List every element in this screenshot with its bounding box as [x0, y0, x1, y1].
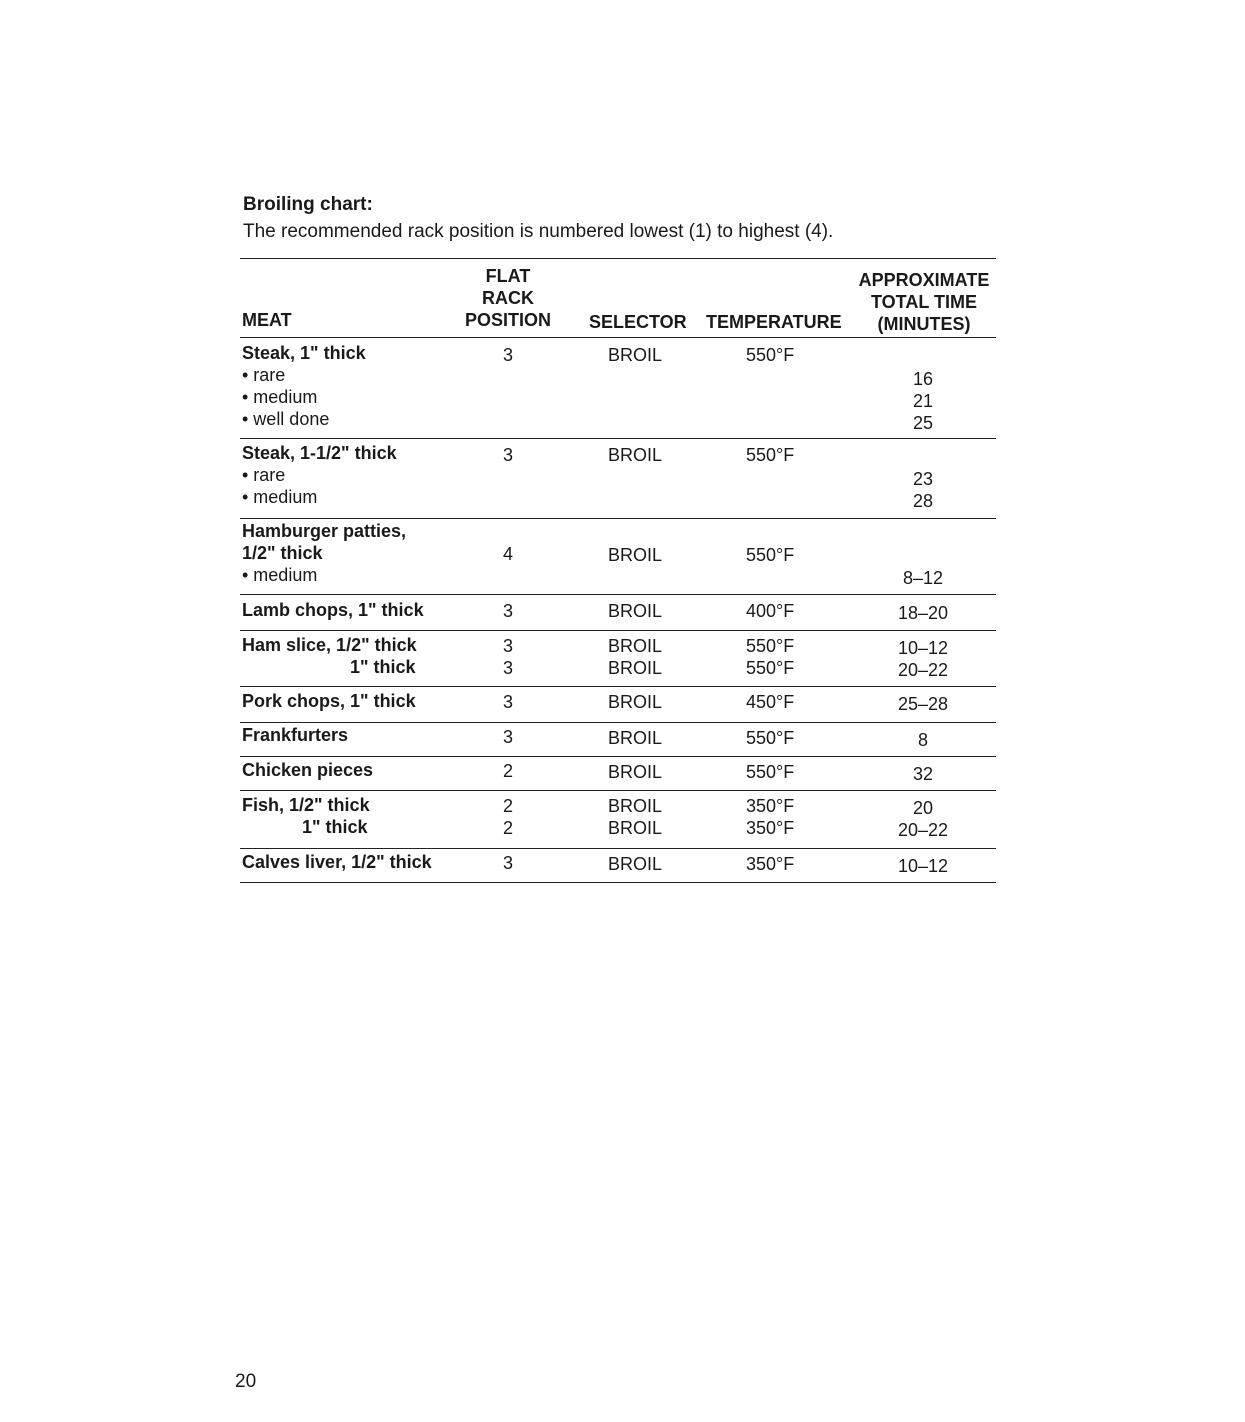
- rack-cell: 3: [502, 445, 513, 465]
- selector-cell: BROIL: [608, 762, 663, 782]
- temperature-cell: 550°F: [746, 728, 795, 748]
- meat-cell: Lamb chops, 1" thick: [242, 600, 424, 620]
- temperature-cell: 550°F 550°F: [746, 636, 795, 678]
- table-row: [240, 338, 996, 439]
- selector-cell: BROIL: [608, 692, 663, 712]
- meat-cell: Calves liver, 1/2" thick: [242, 852, 432, 872]
- rack-cell: 3: [502, 345, 513, 365]
- table-row: [240, 723, 996, 757]
- header-temperature: TEMPERATURE: [706, 312, 842, 332]
- table-row: [240, 687, 996, 723]
- time-cell: 8–12: [902, 568, 944, 588]
- time-cell: 18–20: [897, 603, 949, 623]
- temperature-cell: 550°F: [746, 445, 795, 465]
- rack-cell: 2 2: [502, 796, 513, 838]
- time-cell: 10–12: [897, 856, 949, 876]
- meat-cell: Frankfurters: [242, 725, 349, 745]
- time-cell: 10–12 20–22: [897, 638, 949, 680]
- table-row: [240, 757, 996, 791]
- table-row: [240, 519, 996, 595]
- rack-cell: 3: [502, 692, 513, 712]
- selector-cell: BROIL: [608, 728, 663, 748]
- table-header: [240, 259, 996, 338]
- time-cell: 32: [912, 764, 934, 784]
- temperature-cell: 350°F: [746, 854, 795, 874]
- table-row: [240, 595, 996, 631]
- chart-heading: Broiling chart:: [243, 194, 373, 215]
- meat-cell: Ham slice, 1/2" thick 1" thick: [242, 635, 417, 677]
- selector-cell: BROIL: [608, 345, 663, 365]
- rack-cell: 3 3: [502, 636, 513, 678]
- time-cell: 25–28: [897, 694, 949, 714]
- header-time: APPROXIMATE TOTAL TIME (MINUTES): [858, 270, 990, 334]
- rack-cell: 3: [502, 727, 513, 747]
- meat-cell: Steak, 1" thick • rare • medium • well done: [242, 343, 366, 429]
- selector-cell: BROIL: [608, 601, 663, 621]
- header-meat: MEAT: [242, 310, 292, 330]
- table-row: [240, 791, 996, 849]
- selector-cell: BROIL: [608, 445, 663, 465]
- meat-cell: Pork chops, 1" thick: [242, 691, 416, 711]
- selector-cell: BROIL: [608, 545, 663, 565]
- time-cell: 16 21 25: [912, 369, 934, 433]
- temperature-cell: 550°F: [746, 762, 795, 782]
- temperature-cell: 550°F: [746, 345, 795, 365]
- time-cell: 23 28: [912, 469, 934, 511]
- time-cell: 8: [917, 730, 928, 750]
- table-row: [240, 631, 996, 687]
- rack-cell: 2: [502, 761, 513, 781]
- header-selector: SELECTOR: [589, 312, 687, 332]
- header-rack: FLAT RACK POSITION: [464, 266, 551, 330]
- broiling-table: [240, 258, 996, 883]
- temperature-cell: 450°F: [746, 692, 795, 712]
- table-row: [240, 439, 996, 519]
- temperature-cell: 550°F: [746, 545, 795, 565]
- rack-cell: 4: [502, 544, 513, 564]
- meat-cell: Chicken pieces: [242, 760, 374, 780]
- meat-cell: Steak, 1-1/2" thick • rare • medium: [242, 443, 397, 507]
- rack-cell: 3: [502, 601, 513, 621]
- temperature-cell: 350°F 350°F: [746, 796, 795, 838]
- chart-intro: The recommended rack position is numbered lowest (1) to highest (4).: [243, 221, 834, 242]
- page-number: 20: [235, 1371, 257, 1392]
- meat-cell: Hamburger patties, 1/2" thick • medium: [242, 521, 407, 585]
- rack-cell: 3: [502, 853, 513, 873]
- table-row: [240, 849, 996, 883]
- selector-cell: BROIL BROIL: [608, 636, 663, 678]
- time-cell: 20 20–22: [897, 798, 949, 840]
- selector-cell: BROIL BROIL: [608, 796, 663, 838]
- temperature-cell: 400°F: [746, 601, 795, 621]
- meat-cell: Fish, 1/2" thick 1" thick: [242, 795, 370, 837]
- selector-cell: BROIL: [608, 854, 663, 874]
